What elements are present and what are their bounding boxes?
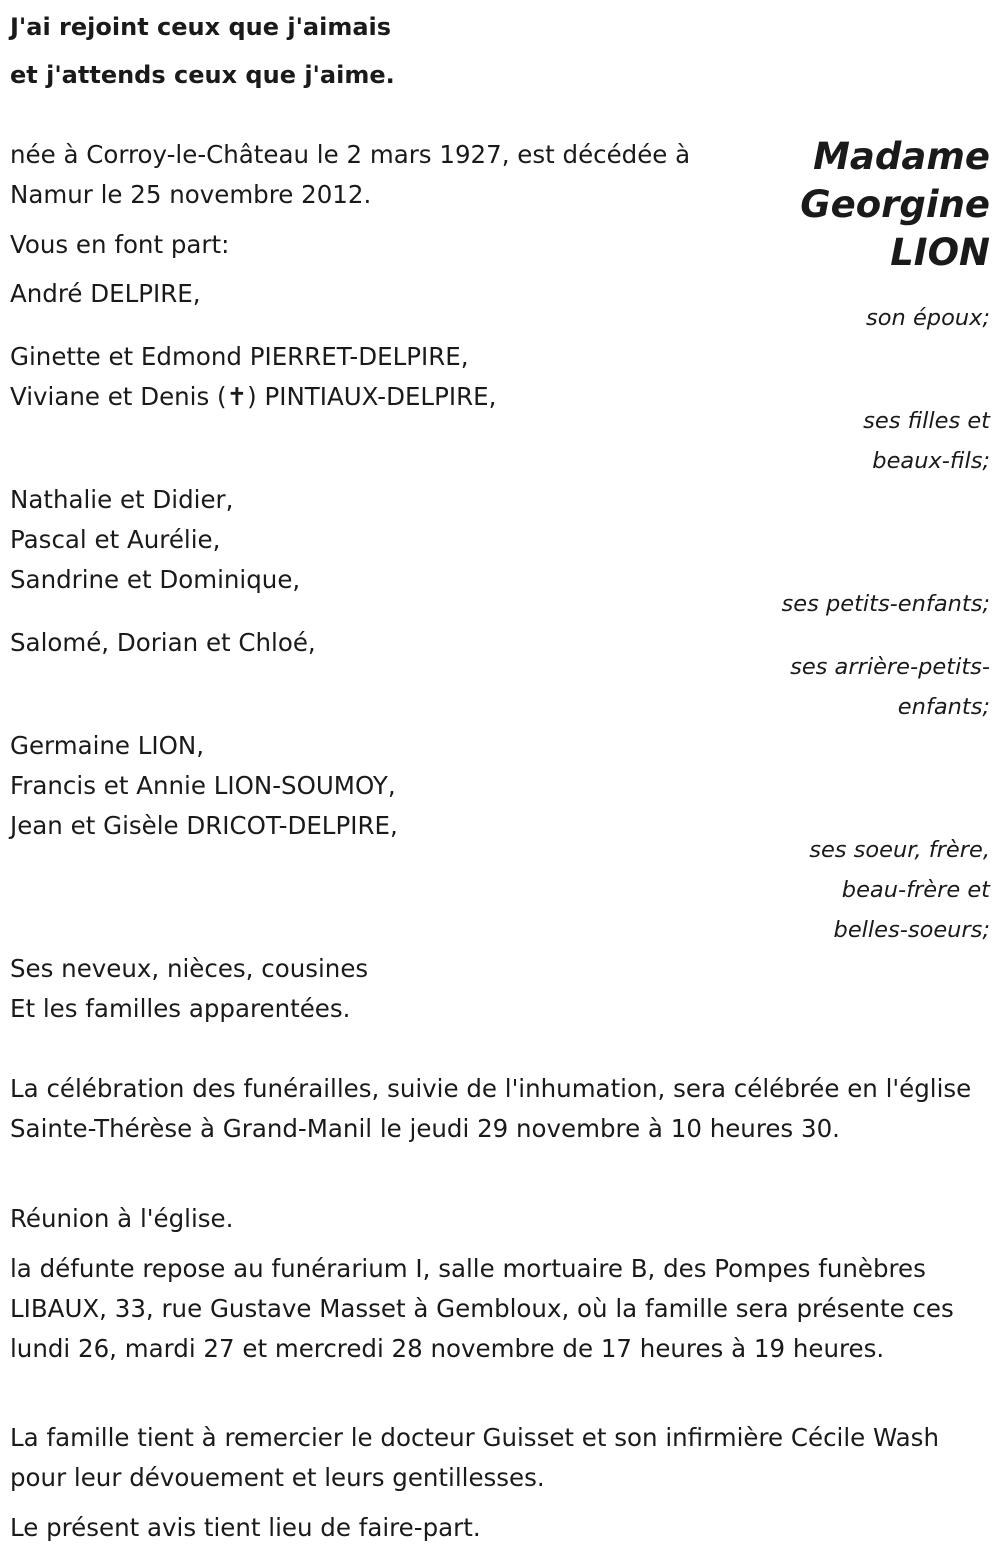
meeting-paragraph: Réunion à l'église. <box>10 1204 234 1233</box>
role-siblings-2: beau-frère et <box>841 877 990 903</box>
role-siblings-3: belles-soeurs; <box>833 917 990 943</box>
family-grandchild-2: Pascal et Aurélie, <box>10 525 221 554</box>
funeral-paragraph: La célébration des funérailles, suivie de l'inhumation, sera célébrée en l'église Sainte-Thérèse à Grand-Manil le jeudi 29 novembre à 10 heures 30. <box>10 1074 972 1143</box>
role-great-grandchildren-2: enfants; <box>897 694 990 720</box>
family-spouse: André DELPIRE, <box>10 279 201 308</box>
quote-line-1: J'ai rejoint ceux que j'aimais <box>10 13 392 41</box>
quote-line-2: et j'attends ceux que j'aime. <box>10 61 395 89</box>
thanks-paragraph: La famille tient à remercier le docteur Guisset et son infirmière Cécile Wash pour leur dévouement et leurs gentillesses. <box>10 1423 939 1492</box>
role-spouse: son époux; <box>866 305 990 331</box>
family-grandchild-3: Sandrine et Dominique, <box>10 565 301 594</box>
notice-paragraph: Le présent avis tient lieu de faire-part. <box>10 1513 481 1542</box>
family-sibling-1: Germaine LION, <box>10 731 205 760</box>
birth-death-line-1: née à Corroy-le-Château le 2 mars 1927, est décédée à <box>10 140 691 169</box>
family-sibling-3: Jean et Gisèle DRICOT-DELPIRE, <box>10 811 398 840</box>
rest-paragraph: la défunte repose au funérarium I, salle mortuaire B, des Pompes funèbres LIBAUX, 33, rue Gustave Masset à Gembloux, où la famille sera présente ces lundi 26, mardi 27 et mercredi 28 novembre de 17 heures à 19 heures. <box>10 1254 954 1363</box>
announce-text: Vous en font part: <box>10 230 230 259</box>
family-daughter-2: Viviane et Denis (✝) PINTIAUX-DELPIRE, <box>10 382 497 411</box>
role-daughters-2: beaux-fils; <box>872 448 990 474</box>
family-others-1: Ses neveux, nièces, cousines <box>10 954 369 983</box>
role-daughters-1: ses filles et <box>863 408 990 434</box>
birth-death-line-2: Namur le 25 novembre 2012. <box>10 180 372 209</box>
deceased-first-name: Georgine <box>800 183 990 226</box>
family-others-2: Et les familles apparentées. <box>10 994 351 1023</box>
family-grandchild-1: Nathalie et Didier, <box>10 485 234 514</box>
role-siblings-1: ses soeur, frère, <box>809 837 990 863</box>
family-daughter-1: Ginette et Edmond PIERRET-DELPIRE, <box>10 342 469 371</box>
deceased-title: Madame <box>813 135 990 178</box>
role-great-grandchildren-1: ses arrière-petits- <box>790 654 990 680</box>
deceased-last-name: LION <box>890 231 990 274</box>
role-grandchildren: ses petits-enfants; <box>781 591 990 617</box>
family-sibling-2: Francis et Annie LION-SOUMOY, <box>10 771 396 800</box>
family-great-grandchildren: Salomé, Dorian et Chloé, <box>10 628 316 657</box>
